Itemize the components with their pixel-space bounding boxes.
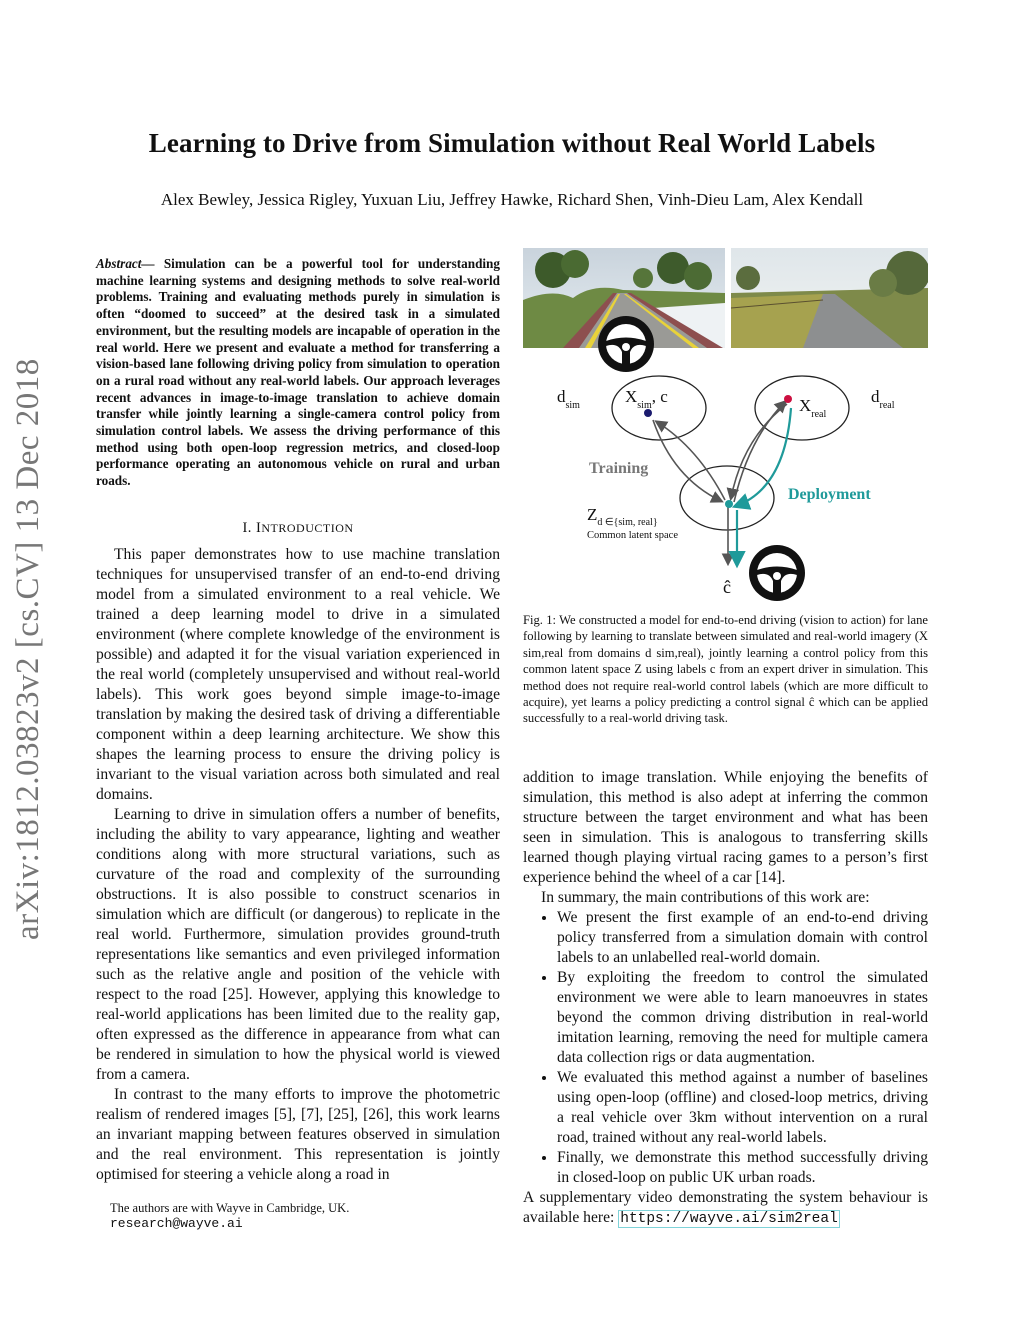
latent-space-ellipse <box>680 466 774 530</box>
real-point <box>784 395 792 403</box>
footnote-affiliation: The authors are with Wayve in Cambridge, UK. <box>110 1201 350 1215</box>
arrow-sim-to-latent <box>653 420 721 501</box>
steering-wheel-icon <box>749 545 805 601</box>
real-road-image <box>731 248 928 348</box>
intro-paragraph-1: This paper demonstrates how to use machine translation techniques for unsupervised transfer of an end-to-end driving model from a simulated environment to a real vehicle. We trained a deep learning model to drive in a simulated environment (where complete knowledge of the environment is possible) and adapted it for the visual variation experienced in the real world (completely unsupervised and without real-world labels). This work goes beyond simple image-to-image translation by making the desired task of driving a differentiable component within a deep learning architecture. We show this shapes the learning process to ensure the driving policy is invariant to the visual variation across both simulated and real domains. <box>96 546 500 803</box>
x-real-label: $X_{real}$ <box>799 396 827 420</box>
deployment-label: Deployment <box>788 486 871 503</box>
c-hat-label: ĉ <box>723 577 731 597</box>
intro-right-column <box>523 768 928 1229</box>
footnote <box>96 1200 500 1232</box>
arrow-latent-to-real <box>734 402 785 502</box>
paper-authors: Alex Bewley, Jessica Rigley, Yuxuan Liu, Jeffrey Hawke, Richard Shen, Vinh-Dieu Lam, Alex Kendall <box>160 190 864 209</box>
supplementary-link[interactable]: https://wayve.ai/sim2real <box>620 1211 838 1227</box>
latent-point <box>725 500 733 508</box>
training-label: Training <box>589 460 649 477</box>
contribution-item: • We evaluated this method against a number of baselines using open-loop (offline) and closed-loop metrics, driving a real vehicle over 3km without intervention on a rural road, trained without any real-world labels. <box>557 1068 928 1148</box>
latent-space-label: Common latent space <box>587 530 678 541</box>
intro-paragraph-3: In contrast to the many efforts to improve the photometric realism of rendered images [5], [7], [25], [26], this work learns an invariant mapping between features observed in simulation and the real environment. This representation is jointly optimised for steering a vehicle along a road in <box>96 1086 500 1183</box>
intro-left-column <box>96 545 500 1185</box>
right-paragraph-2: In summary, the main contributions of this work are: <box>541 889 870 906</box>
right-paragraph-1: addition to image translation. While enjoying the benefits of simulation, this method is also adept at inferring the common structure between the target environment and what has been seen in simulation. This is analogous to transferring skills learned though playing virtual racing games to a person’s first experience behind the wheel of a car [14]. <box>523 769 928 886</box>
abstract-label: Abstract— <box>96 256 155 271</box>
x-sim-label: $X_{sim}$, c <box>625 387 668 411</box>
figure-1-caption: Fig. 1: We constructed a model for end-to-end driving (vision to action) for lane following by learning to translate between simulated and real-world imagery (X sim,real from domains d sim,real), jointly learning a control policy from this common latent space Z using labels c from an expert driver in simulation. This method does not require real-world control labels (which are more difficult to acquire), yet learns a policy predicting a control signal ĉ which can be applied successfully to a real-world driving task. <box>523 613 928 726</box>
footnote-email[interactable]: research@wayve.ai <box>110 1216 243 1231</box>
supplementary-paragraph: A supplementary video demonstrating the system behaviour is available here: https://wayve.ai/sim2real <box>523 1189 928 1227</box>
z-label: $Z_{d \in\{sim, real\}}$ <box>587 505 658 528</box>
contribution-item: • By exploiting the freedom to control the simulated environment we were able to learn manoeuvres in states beyond the common driving distribution in real-world imitation learning, removing the need for multiple camera data collection rigs or data augmentation. <box>557 968 928 1068</box>
arxiv-watermark: arXiv:1812.03823v2 [cs.CV] 13 Dec 2018 <box>10 358 46 940</box>
d-sim-label: $d_{sim}$ <box>557 387 580 411</box>
paper-title: Learning to Drive from Simulation without Real World Labels <box>148 128 876 158</box>
sim-domain-ellipse <box>612 376 706 440</box>
abstract <box>96 256 500 490</box>
arrow-latent-to-sim <box>657 422 725 500</box>
contribution-item: • We present the first example of an end-to-end driving policy transferred from a simulation domain with control labels to an unlabelled real-world domain. <box>557 908 928 968</box>
figure-1 <box>523 248 928 608</box>
figure-1-diagram <box>523 248 928 608</box>
steering-wheel-icon <box>598 316 654 372</box>
abstract-text: Simulation can be a powerful tool for understanding machine learning systems and designing methods to solve real-world problems. Training and evaluating methods purely in simulation is often “doomed to succeed” at the desired task in a simulated environment, but the resulting models are incapable of operation in the real world. Here we present and evaluate a method for transferring a vision-based lane following driving policy from simulation to operation on a rural road without any real-world labels. Our approach leverages recent advances in image-to-image translation to achieve domain transfer while jointly learning a single-camera control policy from simulation control labels. We assess the driving performance of this method using both open-loop regression metrics, and closed-loop performance operating an autonomous vehicle on rural and urban roads. <box>96 256 500 489</box>
contribution-item: • Finally, we demonstrate this method successfully driving in closed-loop on public UK urban roads. <box>557 1148 928 1188</box>
intro-paragraph-2: Learning to drive in simulation offers a number of benefits, including the ability to vary appearance, lighting and weather conditions along with more structural variations, such as curvature of the road and complexity of the surrounding obstructions. It is also possible to construct scenarios in simulation which are difficult (or dangerous) to replicate in the real world. Furthermore, simulation provides ground-truth representations like semantics and even privileged information such as the relative angle and position of the vehicle with respect to the road [25]. However, applying this knowledge to real-world applications has been limited due to the reality gap, often expressed as the difference in appearance from what can be rendered in simulation to how the physical world is viewed from a camera. <box>96 806 500 1083</box>
section-heading-introduction: I. INTRODUCTION <box>242 520 354 536</box>
d-real-label: $d_{real}$ <box>871 387 895 411</box>
contributions-list <box>523 908 928 1188</box>
